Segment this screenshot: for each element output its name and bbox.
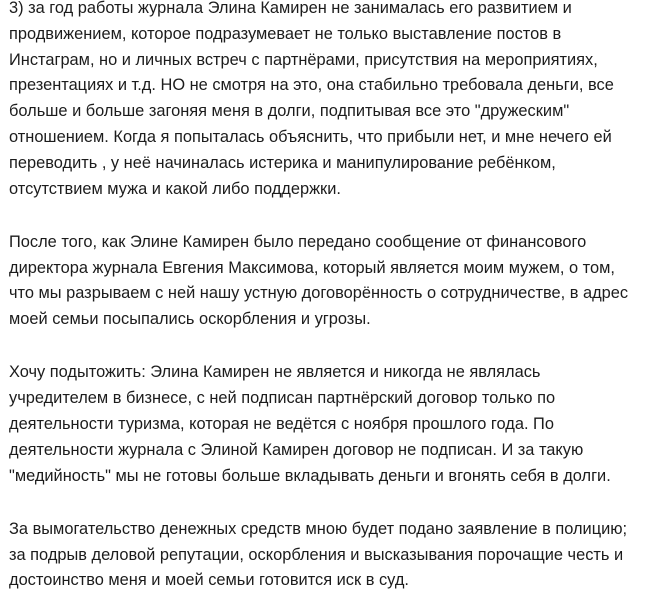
- text-line: за подрыв деловой репутации, оскорбления и высказывания порочащие честь и: [9, 545, 624, 564]
- text-line: достоинство меня и моей семьи готовится иск в суд.: [9, 571, 409, 590]
- text-line: моей семьи посыпались оскорбления и угрозы.: [9, 310, 371, 329]
- text-line: деятельности журнала с Элиной Камирен договор не подписан. И за такую: [9, 440, 584, 459]
- text-line: За вымогательство денежных средств мною будет подано заявление в полицию;: [9, 519, 628, 538]
- paragraph-4: [9, 517, 662, 594]
- text-line: Инстаграм, но и личных встреч с партнёрами, присутствия на мероприятиях,: [9, 50, 598, 69]
- text-line: переводить , у неё начиналась истерика и манипулирование ребёнком,: [9, 153, 556, 172]
- text-line: 3) за год работы журнала Элина Камирен не занималась его развитием и: [9, 0, 572, 17]
- text-line: деятельности туризма, которая не ведётся с ноября прошлого года. По: [9, 414, 554, 433]
- text-line: учредителем в бизнесе, с ней подписан партнёрский договор только по: [9, 389, 556, 408]
- paragraph-1: [9, 0, 662, 202]
- text-line: После того, как Элине Камирен было передано сообщение от финансового: [9, 232, 587, 251]
- text-line: продвижением, которое подразумевает не только выставление постов в: [9, 24, 562, 43]
- text-line: отношением. Когда я попыталась объяснить, что прибыли нет, и мне нечего ей: [9, 127, 612, 146]
- text-line: больше и больше загоняя меня в долги, подпитывая все это "дружеским": [9, 102, 570, 121]
- text-line: отсутствием мужа и какой либо поддержки.: [9, 179, 341, 198]
- paragraph-3: [9, 360, 662, 489]
- text-line: "медийность" мы не готовы больше вкладывать деньги и вгонять себя в долги.: [9, 466, 611, 485]
- text-line: презентациях и т.д. НО не смотря на это, она стабильно требовала деньги, все: [9, 76, 614, 95]
- text-line: Хочу подытожить: Элина Камирен не является и никогда не являлась: [9, 363, 541, 382]
- text-line: что мы разрываем с ней нашу устную договорённость о сотрудничестве, в адрес: [9, 284, 629, 303]
- text-line: директора журнала Евгения Максимова, который является моим мужем, о том,: [9, 258, 615, 277]
- paragraph-2: [9, 230, 662, 333]
